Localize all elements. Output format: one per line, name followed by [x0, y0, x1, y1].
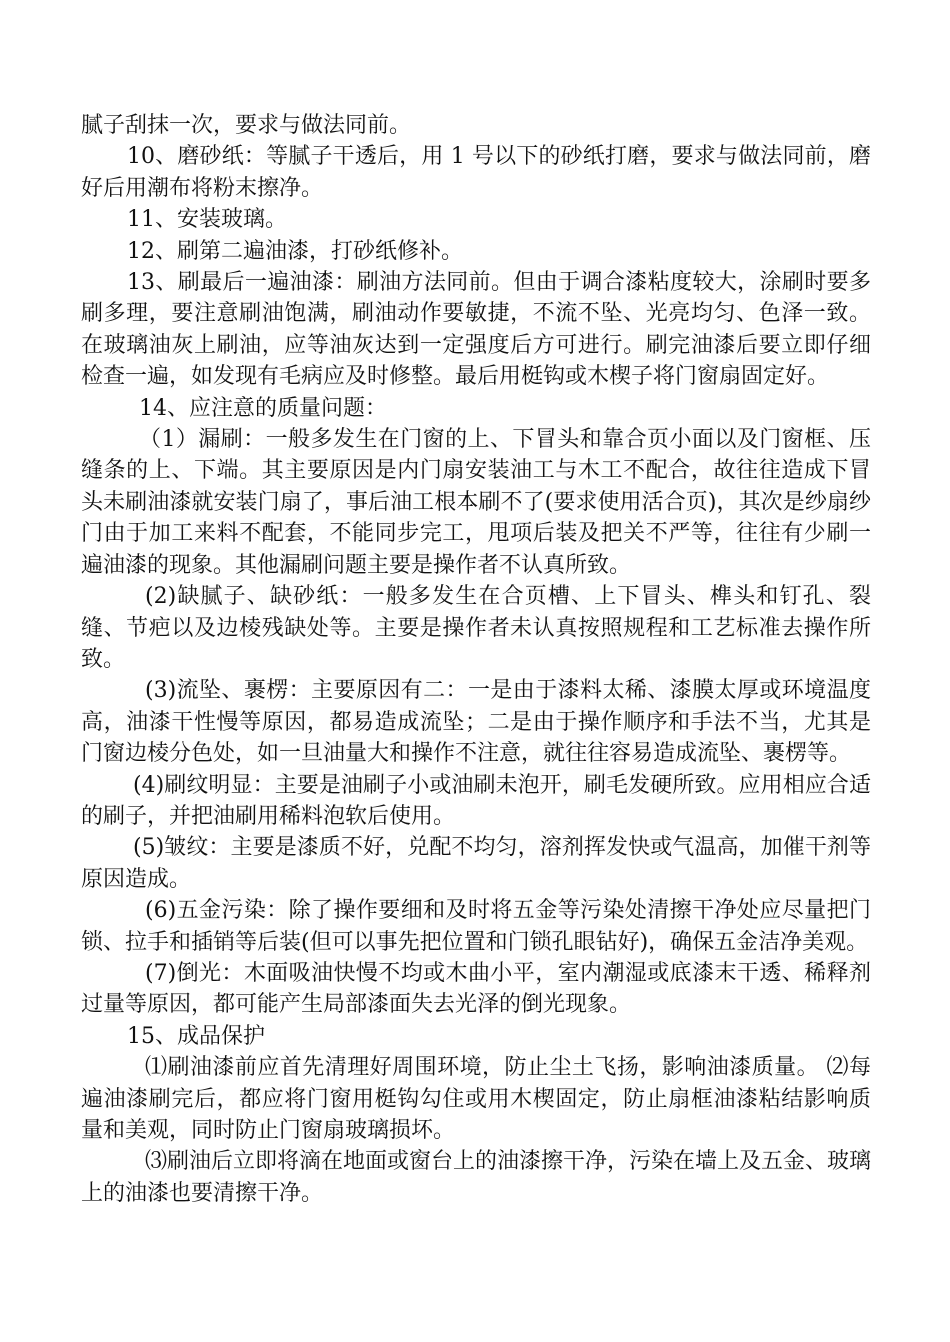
paragraph-issue-2-missing-putty: (2)缺腻子、缺砂纸：一般多发生在合页槽、上下冒头、榫头和钉孔、裂缝、节疤以及边棱残缺处等。主要是操作者未认真按照规程和工艺标准去操作所致。: [81, 584, 871, 672]
paragraph-issue-7-dull-finish: (7)倒光：木面吸油快慢不均或木曲小平，室内潮湿或底漆末干透、稀释剂过量等原因，都可能产生局部漆面失去光泽的倒光现象。: [81, 960, 871, 1018]
paragraph-step-12-second-coat: 12、刷第二遍油漆，打砂纸修补。: [127, 238, 463, 264]
paragraph-step-10-sanding: 10、磨砂纸：等腻子干透后，用 1 号以下的砂纸打磨，要求与做法同前，磨好后用潮布将粉末擦净。: [81, 144, 871, 201]
document-page: [81, 110, 871, 1209]
paragraph-protection-1-2: ⑴刷油漆前应首先清理好周围环境，防止尘土飞扬，影响油漆质量。 ⑵每遍油漆刷完后，都应将门窗用梃钩勾住或用木楔固定，防止扇框油漆粘结影响质量和美观，同时防止门窗扇玻璃损坏。: [81, 1055, 871, 1143]
paragraph-issue-1-missed-brushing: （1）漏刷：一般多发生在门窗的上、下冒头和靠合页小面以及门窗框、压缝条的上、下端。其主要原因是内门扇安装油工与木工不配合，故往往造成下冒头未刷油漆就安装门扇了，事后油工根本刷不了(要求使用活合页)，其次是纱扇纱门由于加工来料不配套，不能同步完工，甩项后装及把关不严等，往往有少刷一遍油漆的现象。其他漏刷问题主要是操作者不认真所致。: [81, 427, 871, 578]
paragraph-issue-5-wrinkles: (5)皱纹：主要是漆质不好，兑配不均匀，溶剂挥发快或气温高，加催干剂等原因造成。: [81, 835, 871, 892]
paragraph-step-13-final-coat: 13、刷最后一遍油漆：刷油方法同前。但由于调合漆粘度较大，涂刷时要多刷多理，要注意刷油饱满，刷油动作要敏捷，不流不坠、光亮均匀、色泽一致。在玻璃油灰上刷油，应等油灰达到一定强度后方可进行。刷完油漆后要立即仔细检查一遍，如发现有毛病应及时修整。最后用梃钩或木楔子将门窗扇固定好。: [81, 270, 871, 390]
paragraph-issue-4-brush-marks: (4)刷纹明显：主要是油刷子小或油刷未泡开，刷毛发硬所致。应用相应合适的刷子，并把油刷用稀料泡软后使用。: [81, 772, 871, 829]
paragraph-putty-continued: 腻子刮抹一次，要求与做法同前。: [81, 113, 412, 138]
paragraph-issue-6-hardware-stain: (6)五金污染：除了操作要细和及时将五金等污染处清擦干净处应尽量把门锁、拉手和插销等后装(但可以事先把位置和门锁孔眼钻好)，确保五金洁净美观。: [81, 898, 871, 955]
paragraph-issue-3-sagging: (3)流坠、裹楞：主要原因有二：一是由于漆料太稀、漆膜太厚或环境温度高，油漆干性慢等原因，都易造成流坠；二是由于操作顺序和手法不当，尤其是门窗边棱分色处，如一旦油量大和操作不注意，就往往容易造成流坠、裹楞等。: [81, 678, 871, 767]
paragraph-step-14-quality-issues: 14、应注意的质量问题：: [139, 395, 387, 421]
paragraph-step-15-protection: 15、成品保护: [127, 1023, 265, 1049]
paragraph-step-11-glass: 11、安装玻璃。: [127, 207, 287, 233]
paragraph-protection-3: ⑶刷油后立即将滴在地面或窗台上的油漆擦干净，污染在墙上及五金、玻璃上的油漆也要清擦干净。: [81, 1149, 872, 1206]
